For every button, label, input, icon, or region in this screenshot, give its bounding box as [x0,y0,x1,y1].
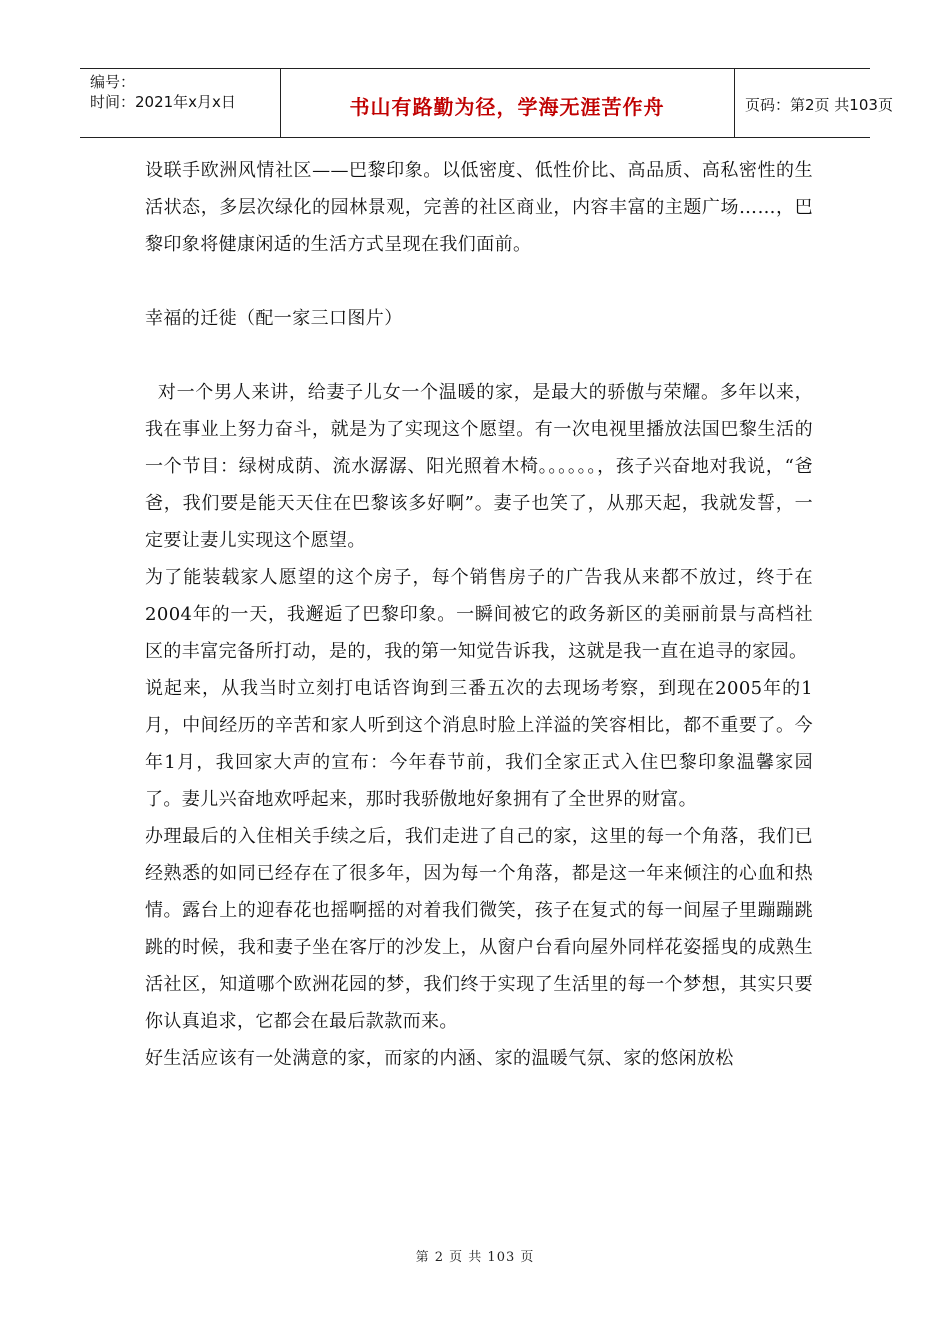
page-footer: 第 2 页 共 103 页 [415,1250,535,1265]
paragraph-intro: 设联手欧洲风情社区——巴黎印象。以低密度、低性价比、高品质、高私密性的生活状态，多层次绿化的园林景观，完善的社区商业，内容丰富的主题广场……，巴黎印象将健康闲适的生活方式呈现在我们面前。 [145,160,813,255]
paragraph-new-home: 办理最后的入住相关手续之后，我们走进了自己的家，这里的每一个角落，我们已经熟悉的如同已经存在了很多年，因为每一个角落，都是这一年来倾注的心血和热情。露台上的迎春花也摇啊摇的对着我们微笑，孩子在复式的每一间屋子里蹦蹦跳跳的时候，我和妻子坐在客厅的沙发上，从窗户台看向屋外同样花姿摇曳的成熟生活社区，知道哪个欧洲花园的梦，我们终于实现了生活里的每一个梦想，其实只要你认真追求，它都会在最后款款而来。 [145,826,813,1032]
header-page-cell [735,69,893,137]
paragraph-finding-home: 为了能装载家人愿望的这个房子，每个销售房子的广告我从来都不放过，终于在2004年的一天，我邂逅了巴黎印象。一瞬间被它的政务新区的美丽前景与高档社区的丰富完备所打动，是的，我的第一知觉告诉我，这就是我一直在追寻的家园。 [145,567,813,662]
document-body [145,152,813,1077]
paragraph-move-in: 说起来，从我当时立刻打电话咨询到三番五次的去现场考察，到现在2005年的1月，中间经历的辛苦和家人听到这个消息时脸上洋溢的笑容相比，都不重要了。今年1月，我回家大声的宣布：今年春节前，我们全家正式入住巴黎印象温馨家园了。妻儿兴奋地欢呼起来，那时我骄傲地好象拥有了全世界的财富。 [145,678,813,810]
header-info-cell [80,69,281,137]
header-motto-cell [280,69,735,137]
header-motto: 书山有路勤为径，学海无涯苦作舟 [349,95,665,119]
page-header [80,68,893,138]
document-number-label: 编号： [90,73,136,91]
header-page-code: 页码：第2页 共103页 [745,96,893,114]
section-heading: 幸福的迁徙（配一家三口图片） [145,308,403,329]
paragraph-story-opening: 对一个男人来讲，给妻子儿女一个温暖的家，是最大的骄傲与荣耀。多年以来，我在事业上努力奋斗，就是为了实现这个愿望。有一次电视里播放法国巴黎生活的一个节目：绿树成荫、流水潺潺、阳光照着木椅。。。。。。，孩子兴奋地对我说，“爸爸，我们要是能天天住在巴黎该多好啊”。妻子也笑了，从那天起，我就发誓，一定要让妻儿实现这个愿望。 [145,382,813,551]
paragraph-good-life: 好生活应该有一处满意的家，而家的内涵、家的温暖气氛、家的悠闲放松 [145,1048,734,1069]
document-date-label: 时间：2021年x月x日 [90,93,236,111]
